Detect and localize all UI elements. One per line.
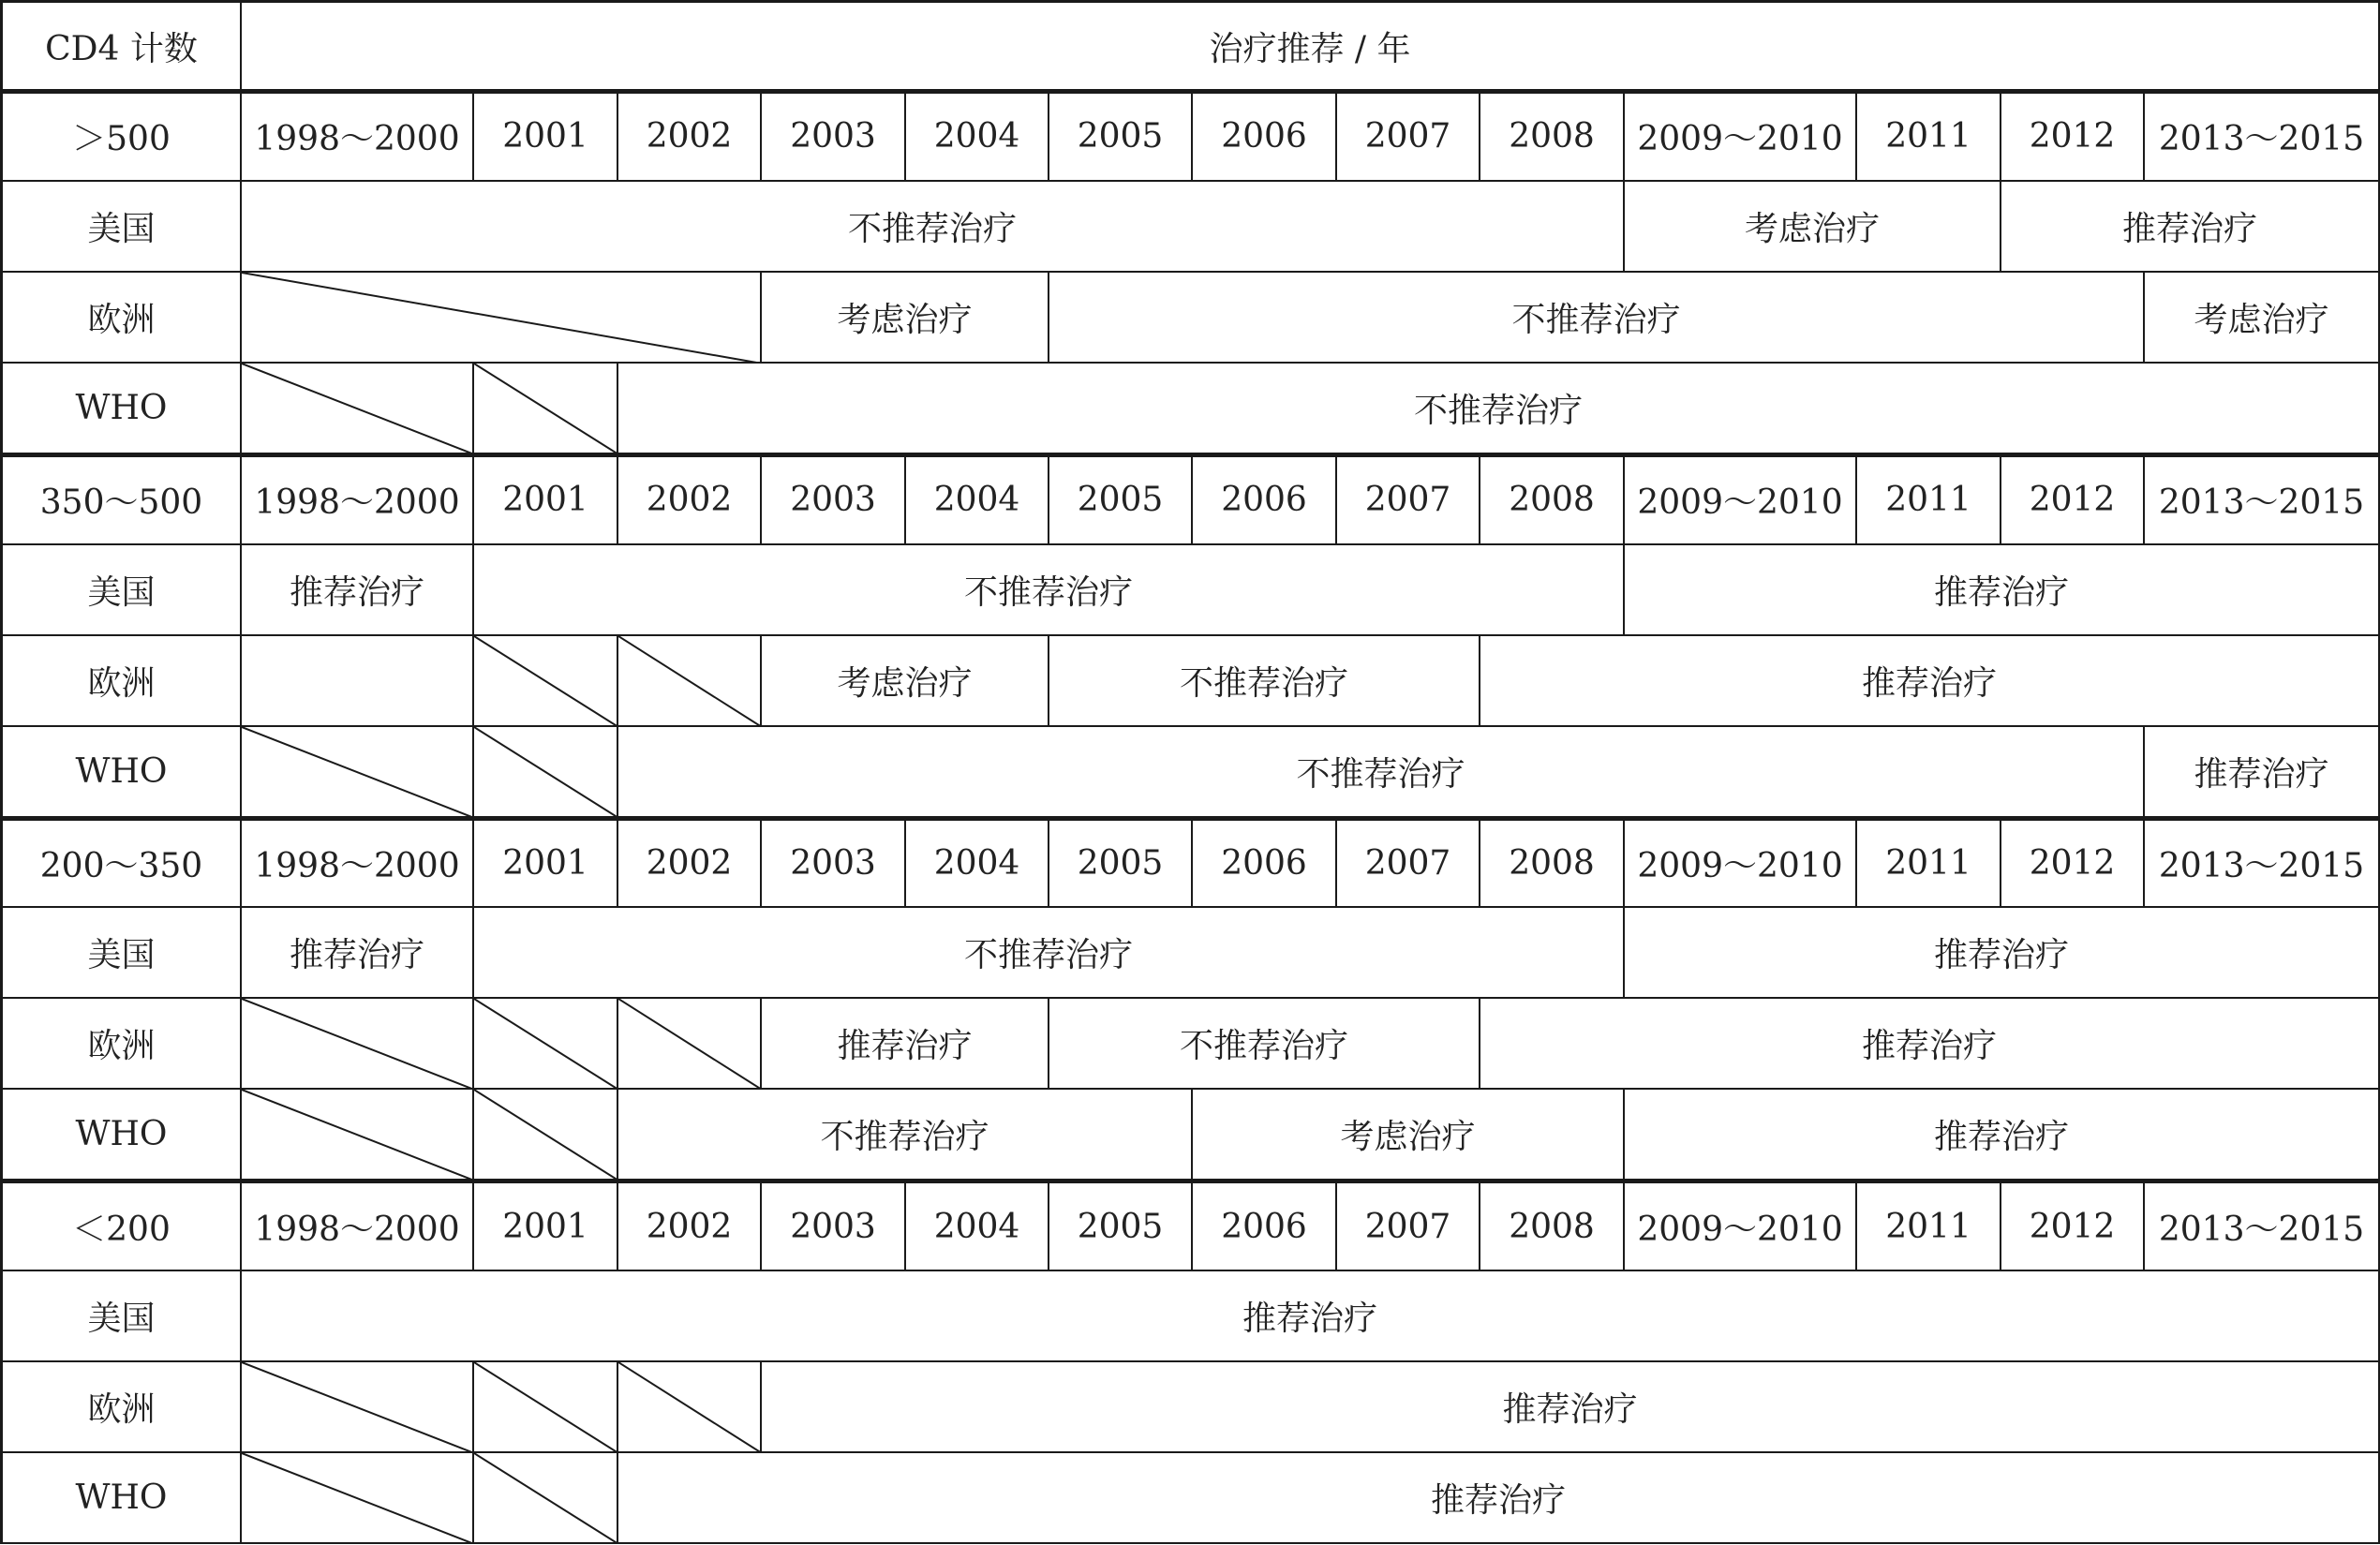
not-applicable-cell — [474, 1090, 618, 1181]
year-header-cell: 2012 — [2001, 91, 2145, 182]
year-header-cell: 2006 — [1193, 1181, 1337, 1271]
diagonal-line — [242, 1362, 472, 1451]
recommendation-cell: 不推荐治疗 — [242, 182, 1625, 273]
diagonal-stroke — [474, 1453, 617, 1542]
not-applicable-cell — [618, 636, 762, 727]
region-label: 欧洲 — [0, 1362, 242, 1453]
recommendation-cell: 推荐治疗 — [242, 908, 474, 999]
diagonal-stroke — [242, 999, 472, 1088]
recommendation-cell: 考虑治疗 — [2145, 273, 2380, 364]
recommendation-cell: 推荐治疗 — [2145, 727, 2380, 818]
year-header-cell: 2003 — [762, 91, 906, 182]
region-label: WHO — [0, 727, 242, 818]
diagonal-line — [242, 727, 472, 816]
region-label: 美国 — [0, 1271, 242, 1362]
recommendation-cell: 考虑治疗 — [762, 636, 1049, 727]
recommendation-cell: 不推荐治疗 — [474, 908, 1625, 999]
not-applicable-cell — [618, 1362, 762, 1453]
diagonal-stroke — [474, 1362, 617, 1451]
diagonal-line — [242, 999, 472, 1088]
recommendation-cell: 推荐治疗 — [762, 1362, 2380, 1453]
header-title-cell: 治疗推荐 / 年 — [242, 0, 2380, 91]
year-header-cell: 2004 — [906, 818, 1049, 909]
year-header-cell: 2012 — [2001, 818, 2145, 909]
recommendation-cell: 不推荐治疗 — [1049, 273, 2145, 364]
year-header-cell: 2005 — [1049, 91, 1193, 182]
diagonal-stroke — [242, 1090, 472, 1179]
year-header-cell: 2002 — [618, 454, 762, 545]
diagonal-stroke — [242, 1453, 472, 1542]
diagonal-stroke — [618, 999, 760, 1088]
year-header-cell: 2007 — [1337, 818, 1480, 909]
year-header-cell: 2011 — [1857, 818, 2001, 909]
recommendation-cell: 推荐治疗 — [1480, 999, 2380, 1090]
recommendation-cell: 不推荐治疗 — [474, 545, 1625, 636]
year-header-cell: 2007 — [1337, 454, 1480, 545]
recommendation-cell: 不推荐治疗 — [1049, 636, 1480, 727]
recommendation-cell: 考虑治疗 — [1193, 1090, 1625, 1181]
diagonal-line — [474, 999, 617, 1088]
recommendation-cell: 不推荐治疗 — [618, 1090, 1193, 1181]
year-header-cell: 1998～2000 — [242, 454, 474, 545]
recommendation-cell: 不推荐治疗 — [1049, 999, 1480, 1090]
region-label: 美国 — [0, 545, 242, 636]
diagonal-stroke — [242, 273, 760, 362]
year-header-cell: 2007 — [1337, 1181, 1480, 1271]
diagonal-line — [618, 1362, 760, 1451]
not-applicable-cell — [474, 727, 618, 818]
diagonal-stroke — [474, 727, 617, 816]
not-applicable-cell — [242, 1362, 474, 1453]
recommendation-cell: 推荐治疗 — [1480, 636, 2380, 727]
year-header-cell: 2004 — [906, 454, 1049, 545]
year-header-cell: 2002 — [618, 91, 762, 182]
not-applicable-cell — [242, 999, 474, 1090]
region-label: WHO — [0, 1090, 242, 1181]
year-header-cell: 2001 — [474, 818, 618, 909]
recommendation-cell: 不推荐治疗 — [618, 727, 2145, 818]
year-header-cell: 2008 — [1480, 454, 1625, 545]
recommendation-cell: 不推荐治疗 — [618, 364, 2380, 454]
year-header-cell: 2008 — [1480, 1181, 1625, 1271]
region-label: 欧洲 — [0, 999, 242, 1090]
year-header-cell: 2005 — [1049, 818, 1193, 909]
diagonal-line — [474, 1453, 617, 1542]
year-header-cell: 2004 — [906, 1181, 1049, 1271]
not-applicable-cell — [474, 999, 618, 1090]
region-label: 美国 — [0, 182, 242, 273]
year-header-cell: 2007 — [1337, 91, 1480, 182]
recommendation-cell: 推荐治疗 — [618, 1453, 2380, 1544]
diagonal-stroke — [618, 636, 760, 725]
not-applicable-cell — [242, 727, 474, 818]
year-header-cell: 1998～2000 — [242, 91, 474, 182]
recommendation-cell: 推荐治疗 — [1625, 1090, 2380, 1181]
section-cd4-label: 200～350 — [0, 818, 242, 909]
not-applicable-cell — [618, 999, 762, 1090]
recommendation-cell: 推荐治疗 — [1625, 545, 2380, 636]
year-header-cell: 2012 — [2001, 454, 2145, 545]
diagonal-line — [474, 1090, 617, 1179]
recommendation-cell: 推荐治疗 — [762, 999, 1049, 1090]
year-header-cell: 2013～2015 — [2145, 1181, 2380, 1271]
diagonal-line — [474, 1362, 617, 1451]
not-applicable-cell — [474, 636, 618, 727]
diagonal-line — [474, 364, 617, 453]
year-header-cell: 2013～2015 — [2145, 818, 2380, 909]
diagonal-stroke — [474, 364, 617, 453]
year-header-cell: 2011 — [1857, 1181, 2001, 1271]
year-header-cell: 2009～2010 — [1625, 91, 1857, 182]
year-header-cell: 2012 — [2001, 1181, 2145, 1271]
year-header-cell: 2011 — [1857, 454, 2001, 545]
diagonal-line — [618, 999, 760, 1088]
year-header-cell: 2009～2010 — [1625, 1181, 1857, 1271]
year-header-cell: 2001 — [474, 1181, 618, 1271]
not-applicable-cell — [242, 1090, 474, 1181]
not-applicable-cell — [474, 1453, 618, 1544]
recommendation-cell: 考虑治疗 — [1625, 182, 2001, 273]
not-applicable-cell — [474, 1362, 618, 1453]
year-header-cell: 1998～2000 — [242, 1181, 474, 1271]
diagonal-stroke — [474, 636, 617, 725]
diagonal-stroke — [242, 364, 472, 453]
year-header-cell: 2013～2015 — [2145, 454, 2380, 545]
year-header-cell: 2005 — [1049, 1181, 1193, 1271]
diagonal-stroke — [474, 999, 617, 1088]
year-header-cell: 2006 — [1193, 818, 1337, 909]
section-cd4-label: 350～500 — [0, 454, 242, 545]
recommendation-cell: 推荐治疗 — [242, 1271, 2380, 1362]
recommendation-cell — [242, 636, 474, 727]
region-label: WHO — [0, 1453, 242, 1544]
year-header-cell: 2003 — [762, 454, 906, 545]
year-header-cell: 2001 — [474, 91, 618, 182]
year-header-cell: 2003 — [762, 818, 906, 909]
year-header-cell: 2009～2010 — [1625, 818, 1857, 909]
diagonal-line — [474, 727, 617, 816]
section-cd4-label: ＞500 — [0, 91, 242, 182]
recommendation-cell: 推荐治疗 — [242, 545, 474, 636]
year-header-cell: 2003 — [762, 1181, 906, 1271]
year-header-cell: 2004 — [906, 91, 1049, 182]
not-applicable-cell — [242, 273, 762, 364]
not-applicable-cell — [474, 364, 618, 454]
diagonal-stroke — [242, 727, 472, 816]
recommendation-cell: 推荐治疗 — [1625, 908, 2380, 999]
recommendation-cell: 推荐治疗 — [2001, 182, 2380, 273]
year-header-cell: 2002 — [618, 818, 762, 909]
year-header-cell: 2001 — [474, 454, 618, 545]
year-header-cell: 2006 — [1193, 91, 1337, 182]
year-header-cell: 2008 — [1480, 91, 1625, 182]
diagonal-stroke — [242, 1362, 472, 1451]
year-header-cell: 2005 — [1049, 454, 1193, 545]
region-label: 欧洲 — [0, 273, 242, 364]
year-header-cell: 2011 — [1857, 91, 2001, 182]
year-header-cell: 2009～2010 — [1625, 454, 1857, 545]
year-header-cell: 2008 — [1480, 818, 1625, 909]
year-header-cell: 1998～2000 — [242, 818, 474, 909]
diagonal-line — [242, 273, 760, 362]
diagonal-line — [618, 636, 760, 725]
diagonal-line — [242, 1453, 472, 1542]
diagonal-stroke — [618, 1362, 760, 1451]
diagonal-line — [474, 636, 617, 725]
not-applicable-cell — [242, 364, 474, 454]
header-corner-cell: CD4 计数 — [0, 0, 242, 91]
section-cd4-label: ＜200 — [0, 1181, 242, 1271]
region-label: WHO — [0, 364, 242, 454]
region-label: 欧洲 — [0, 636, 242, 727]
year-header-cell: 2006 — [1193, 454, 1337, 545]
year-header-cell: 2013～2015 — [2145, 91, 2380, 182]
year-header-cell: 2002 — [618, 1181, 762, 1271]
not-applicable-cell — [242, 1453, 474, 1544]
region-label: 美国 — [0, 908, 242, 999]
recommendation-cell: 考虑治疗 — [762, 273, 1049, 364]
diagonal-line — [242, 1090, 472, 1179]
diagonal-line — [242, 364, 472, 453]
diagonal-stroke — [474, 1090, 617, 1179]
